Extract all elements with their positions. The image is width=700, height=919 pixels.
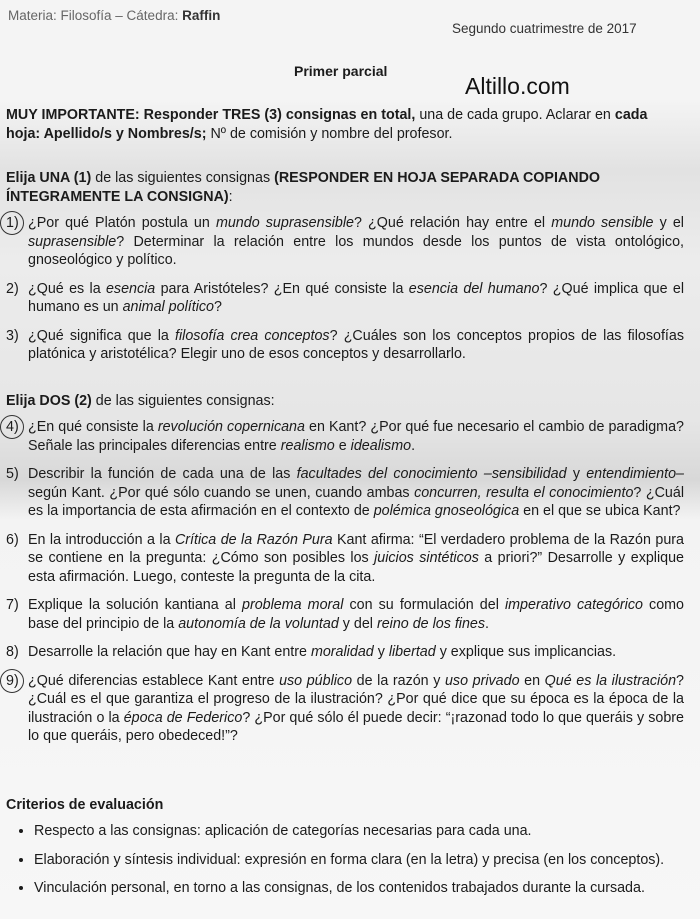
text-segment: Kant afirma: “El verdadero problema de la Razón pura se contiene en la pregunta: ¿Cómo son posibles los xyxy=(28,531,684,566)
question-number: 6) xyxy=(6,531,19,548)
text-segment: . xyxy=(411,437,416,454)
text-segment: e xyxy=(334,437,351,454)
question-text xyxy=(28,643,684,662)
question-text xyxy=(28,596,684,633)
text-segment: ? ¿Cuáles son los conceptos propios de las filosofías platónica y aristotélica? Elegir uno de esos conceptos y desarrollarlo. xyxy=(28,327,685,362)
criteria-item: • Respecto a las consignas: aplicación de categorías necesarias para cada una. xyxy=(34,822,684,841)
criteria-title: Criterios de evaluación xyxy=(6,796,164,813)
question-text xyxy=(28,531,684,587)
text-segment: ? ¿Qué relación hay entre el xyxy=(353,215,552,231)
text-segment: y el xyxy=(653,215,684,231)
emphasis-text: entendimiento– xyxy=(586,466,685,482)
emphasis-text: suprasensible xyxy=(28,233,117,250)
notice-bold-2: cada hoja: Apellido/s y Nombres/s; xyxy=(6,107,648,142)
group1-tail: : xyxy=(228,188,233,205)
question-number: 7) xyxy=(6,597,19,613)
group2-text: de las siguientes consignas: xyxy=(91,392,275,409)
notice-text: una de cada grupo. Aclarar en xyxy=(415,107,615,123)
question-number: 8) xyxy=(6,644,19,660)
chair-name: Raffin xyxy=(182,8,221,23)
exam-body xyxy=(6,106,684,908)
group1-text: de las siguientes consignas xyxy=(91,170,275,186)
subject-label: Materia: Filosofía – Cátedra: xyxy=(8,8,183,23)
text-segment: en Kant? ¿Por qué fue necesario el cambio de paradigma? Señale las principales diferencias entre xyxy=(28,419,684,454)
emphasis-text: uso privado xyxy=(444,672,520,689)
emphasis-text: filosofía crea conceptos xyxy=(175,327,330,344)
question-item xyxy=(6,214,684,270)
text-segment: Explique la solución kantiana al xyxy=(28,597,242,613)
question-item xyxy=(6,327,684,364)
text-segment: de la razón y xyxy=(352,672,445,689)
emphasis-text: mundo suprasensible xyxy=(215,215,354,231)
text-segment: ? Determinar la relación entre los mundos desde los puntos de vista ontológico, gnoseológico y político. xyxy=(28,233,684,268)
text-segment: según Kant. ¿Por qué sólo cuando se unen, cuando ambas xyxy=(28,484,415,501)
subject-line xyxy=(8,8,220,23)
emphasis-text: concurren, resulta el conocimiento xyxy=(414,484,634,501)
emphasis-text: reino de los fines xyxy=(376,615,486,632)
criteria-item: • Vinculación personal, en torno a las consignas, de los contenidos trabajados durante la cursada. xyxy=(34,879,684,898)
question-number: 2) xyxy=(6,280,19,297)
emphasis-text: imperativo categórico xyxy=(504,597,643,613)
text-segment: ¿Qué diferencias establece Kant entre xyxy=(28,672,280,689)
criteria-item: • Elaboración y síntesis individual: expresión en forma clara (en la letra) y precisa (en los conceptos). xyxy=(34,851,684,870)
emphasis-text: facultades del conocimiento –sensibilidad xyxy=(296,466,567,482)
question-item xyxy=(6,672,684,746)
text-segment: En la introducción a la xyxy=(28,531,175,548)
question-number: 3) xyxy=(6,327,19,344)
question-number: 5) xyxy=(6,466,19,482)
question-item xyxy=(6,280,684,317)
text-segment: ? ¿Qué implica que el humano es un xyxy=(28,280,684,315)
emphasis-text: realismo xyxy=(280,437,335,454)
text-segment: y xyxy=(566,466,587,482)
group2-heading xyxy=(6,392,684,411)
question-item xyxy=(6,531,684,587)
emphasis-text: revolución copernicana xyxy=(157,419,305,435)
text-segment: y explique sus implicancias. xyxy=(435,644,617,660)
text-segment: y del xyxy=(338,615,377,632)
group2-list xyxy=(6,418,684,746)
text-segment: y xyxy=(373,644,389,660)
question-text xyxy=(28,214,684,270)
notice-text-2: Nº de comisión y nombre del profesor. xyxy=(206,125,453,142)
question-text xyxy=(28,672,684,746)
emphasis-text: Crítica de la Razón Pura xyxy=(174,531,333,548)
text-segment: ? ¿Cuál es la importancia de esta afirmación en el contexto de xyxy=(28,484,684,519)
group1-bold-2: (RESPONDER EN HOJA SEPARADA COPIANDO ÍNTEGRAMENTE LA CONSIGNA) xyxy=(6,170,601,205)
text-segment: Describir la función de cada una de las xyxy=(28,466,297,482)
text-segment: ? xyxy=(213,299,222,315)
text-segment: como base del principio de la xyxy=(28,597,685,632)
emphasis-text: época de Federico xyxy=(123,709,243,726)
question-number: 9) xyxy=(6,672,28,746)
text-segment: Desarrolle la relación que hay en Kant entre xyxy=(28,644,311,660)
group1-bold: Elija UNA (1) xyxy=(6,170,92,186)
emphasis-text: idealismo xyxy=(350,437,412,454)
question-item xyxy=(6,643,684,662)
text-segment: a priori?” Desarrolle y explique esta afirmación. Luego, conteste la pregunta de la cita. xyxy=(28,550,684,585)
emphasis-text: libertad xyxy=(388,644,436,660)
text-segment: para Aristóteles? ¿En qué consiste la xyxy=(155,280,409,297)
emphasis-text: esencia del humano xyxy=(408,280,540,297)
question-item xyxy=(6,418,684,455)
text-segment: ¿Por qué Platón postula un xyxy=(28,215,216,231)
text-segment: en el que se ubica Kant? xyxy=(519,503,681,519)
emphasis-text: problema moral xyxy=(242,597,344,613)
emphasis-text: animal político xyxy=(122,299,214,315)
text-segment: ¿En qué consiste la xyxy=(28,419,158,435)
text-segment: ? ¿Por qué sólo él puede decir: “¡razonad todo lo que queráis y sobre lo que queráis, pero obedeced!”? xyxy=(28,709,684,744)
question-item xyxy=(6,465,684,521)
group1-heading xyxy=(6,169,684,206)
question-text xyxy=(28,465,684,521)
text-segment: con su formulación del xyxy=(343,597,505,613)
period: Segundo cuatrimestre de 2017 xyxy=(452,21,637,36)
emphasis-text: polémica gnoseológica xyxy=(373,503,520,519)
text-segment: ¿Qué significa que la xyxy=(28,327,176,344)
important-notice xyxy=(6,106,684,143)
text-segment: ¿Qué es la xyxy=(28,280,106,297)
question-number: 1) xyxy=(6,214,28,270)
question-item xyxy=(6,596,684,633)
page-title: Primer parcial xyxy=(294,63,388,79)
text-segment: . xyxy=(485,615,490,632)
group1-list xyxy=(6,214,684,364)
emphasis-text: mundo sensible xyxy=(551,215,654,231)
text-segment: en xyxy=(519,672,545,689)
criteria-list xyxy=(6,822,684,898)
group2-bold: Elija DOS (2) xyxy=(6,392,92,409)
watermark: Altillo.com xyxy=(465,73,570,99)
question-text xyxy=(28,280,684,317)
emphasis-text: Qué es la ilustración xyxy=(544,672,677,689)
emphasis-text: autonomía de la voluntad xyxy=(178,615,339,632)
emphasis-text: uso público xyxy=(279,672,353,689)
text-segment: ? ¿Cuál es el que garantiza el progreso de la ilustración? ¿Por qué dice que su época es la época de la ilustración o la xyxy=(28,672,684,726)
notice-bold: MUY IMPORTANTE: Responder TRES (3) consignas en total, xyxy=(6,107,416,123)
emphasis-text: moralidad xyxy=(310,644,374,660)
emphasis-text: juicios sintéticos xyxy=(374,550,479,566)
question-number: 4) xyxy=(6,418,28,455)
emphasis-text: esencia xyxy=(105,280,156,297)
question-text xyxy=(28,327,684,364)
question-text xyxy=(28,418,684,455)
